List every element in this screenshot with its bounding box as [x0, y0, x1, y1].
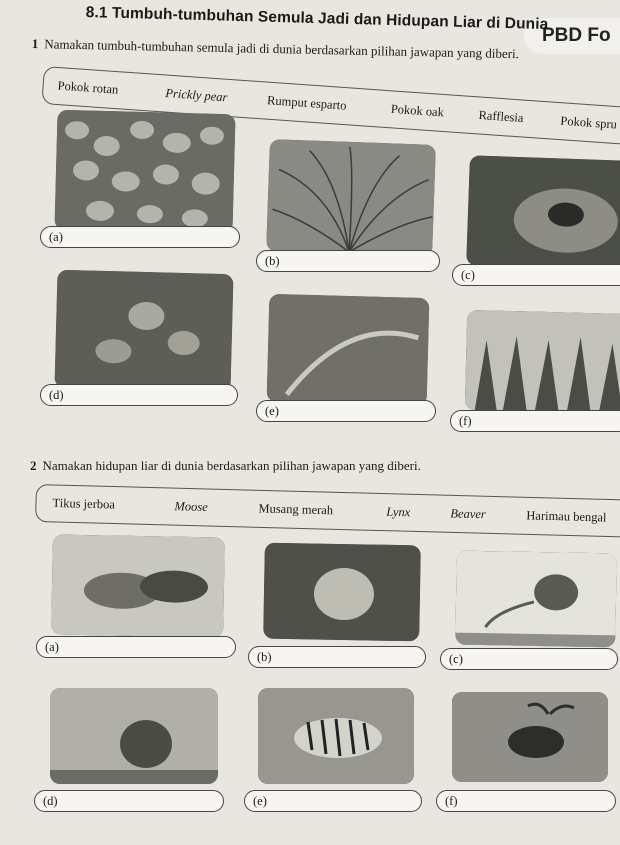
photo-pokok-oak	[54, 270, 233, 393]
answer-label: (c)	[449, 652, 463, 666]
answer-label: (f)	[445, 794, 458, 808]
answer-box-2c[interactable]	[440, 648, 618, 670]
page-title: 8.1 Tumbuh-tumbuhan Semula Jadi dan Hidupan Liar di Dunia	[85, 4, 549, 34]
answer-label: (a)	[45, 640, 59, 654]
photo-tikus-jerboa	[455, 551, 617, 648]
option-rafflesia: Rafflesia	[478, 107, 524, 126]
option-pokok-oak: Pokok oak	[390, 101, 445, 120]
photo-rumput-esparto	[266, 139, 436, 257]
option-prickly-pear: Prickly pear	[164, 86, 228, 105]
option-musang-merah: Musang merah	[258, 501, 334, 518]
photo-harimau-bengal	[258, 688, 414, 784]
answer-label: (b)	[265, 254, 280, 268]
answer-label: (e)	[253, 794, 267, 808]
answer-box-2f[interactable]	[436, 790, 616, 812]
answer-box-1e[interactable]	[256, 400, 436, 422]
photo-pokok-spruce	[465, 310, 620, 414]
photo-lynx	[263, 543, 421, 642]
answer-box-2a[interactable]	[36, 636, 236, 658]
option-rumput-esparto: Rumput esparto	[266, 93, 347, 113]
question-number: 2	[30, 458, 37, 473]
badge-pbd: PBD Fo	[524, 18, 620, 54]
option-beaver: Beaver	[450, 506, 486, 522]
answer-label: (d)	[49, 388, 64, 402]
question-number: 1	[31, 36, 39, 52]
photo-pokok-rotan	[267, 294, 430, 406]
answer-box-1a[interactable]	[40, 226, 240, 248]
answer-label: (f)	[459, 414, 472, 428]
option-harimau-bengal: Harimau bengal	[526, 508, 607, 525]
question-text: Namakan hidupan liar di dunia berdasarkan pilihan jawapan yang diberi.	[42, 458, 421, 473]
question-text: Namakan tumbuh-tumbuhan semula jadi di dunia berdasarkan pilihan jawapan yang diberi.	[44, 36, 520, 62]
answer-label: (c)	[461, 268, 475, 282]
option-pokok-rotan: Pokok rotan	[57, 78, 119, 97]
answer-box-2b[interactable]	[248, 646, 426, 668]
photo-rafflesia	[466, 155, 620, 271]
answer-box-1d[interactable]	[40, 384, 238, 406]
photo-moose	[452, 692, 608, 782]
answer-box-1b[interactable]	[256, 250, 440, 272]
answer-label: (e)	[265, 404, 279, 418]
question-2	[30, 458, 421, 474]
option-pokok-spruce: Pokok spru	[559, 113, 618, 132]
option-moose: Moose	[174, 499, 208, 515]
answer-box-1f[interactable]	[450, 410, 620, 432]
answer-label: (d)	[43, 794, 58, 808]
question-1	[32, 36, 519, 62]
answer-box-2d[interactable]	[34, 790, 224, 812]
options-bar-animals	[35, 484, 620, 538]
photo-musang-merah	[51, 535, 225, 638]
answer-box-1c[interactable]	[452, 264, 620, 286]
answer-label: (a)	[49, 230, 63, 244]
option-lynx: Lynx	[386, 504, 411, 520]
photo-beaver	[50, 688, 218, 784]
photo-prickly-pear	[54, 110, 235, 235]
answer-box-2e[interactable]	[244, 790, 422, 812]
option-tikus-jerboa: Tikus jerboa	[52, 495, 116, 512]
answer-label: (b)	[257, 650, 272, 664]
